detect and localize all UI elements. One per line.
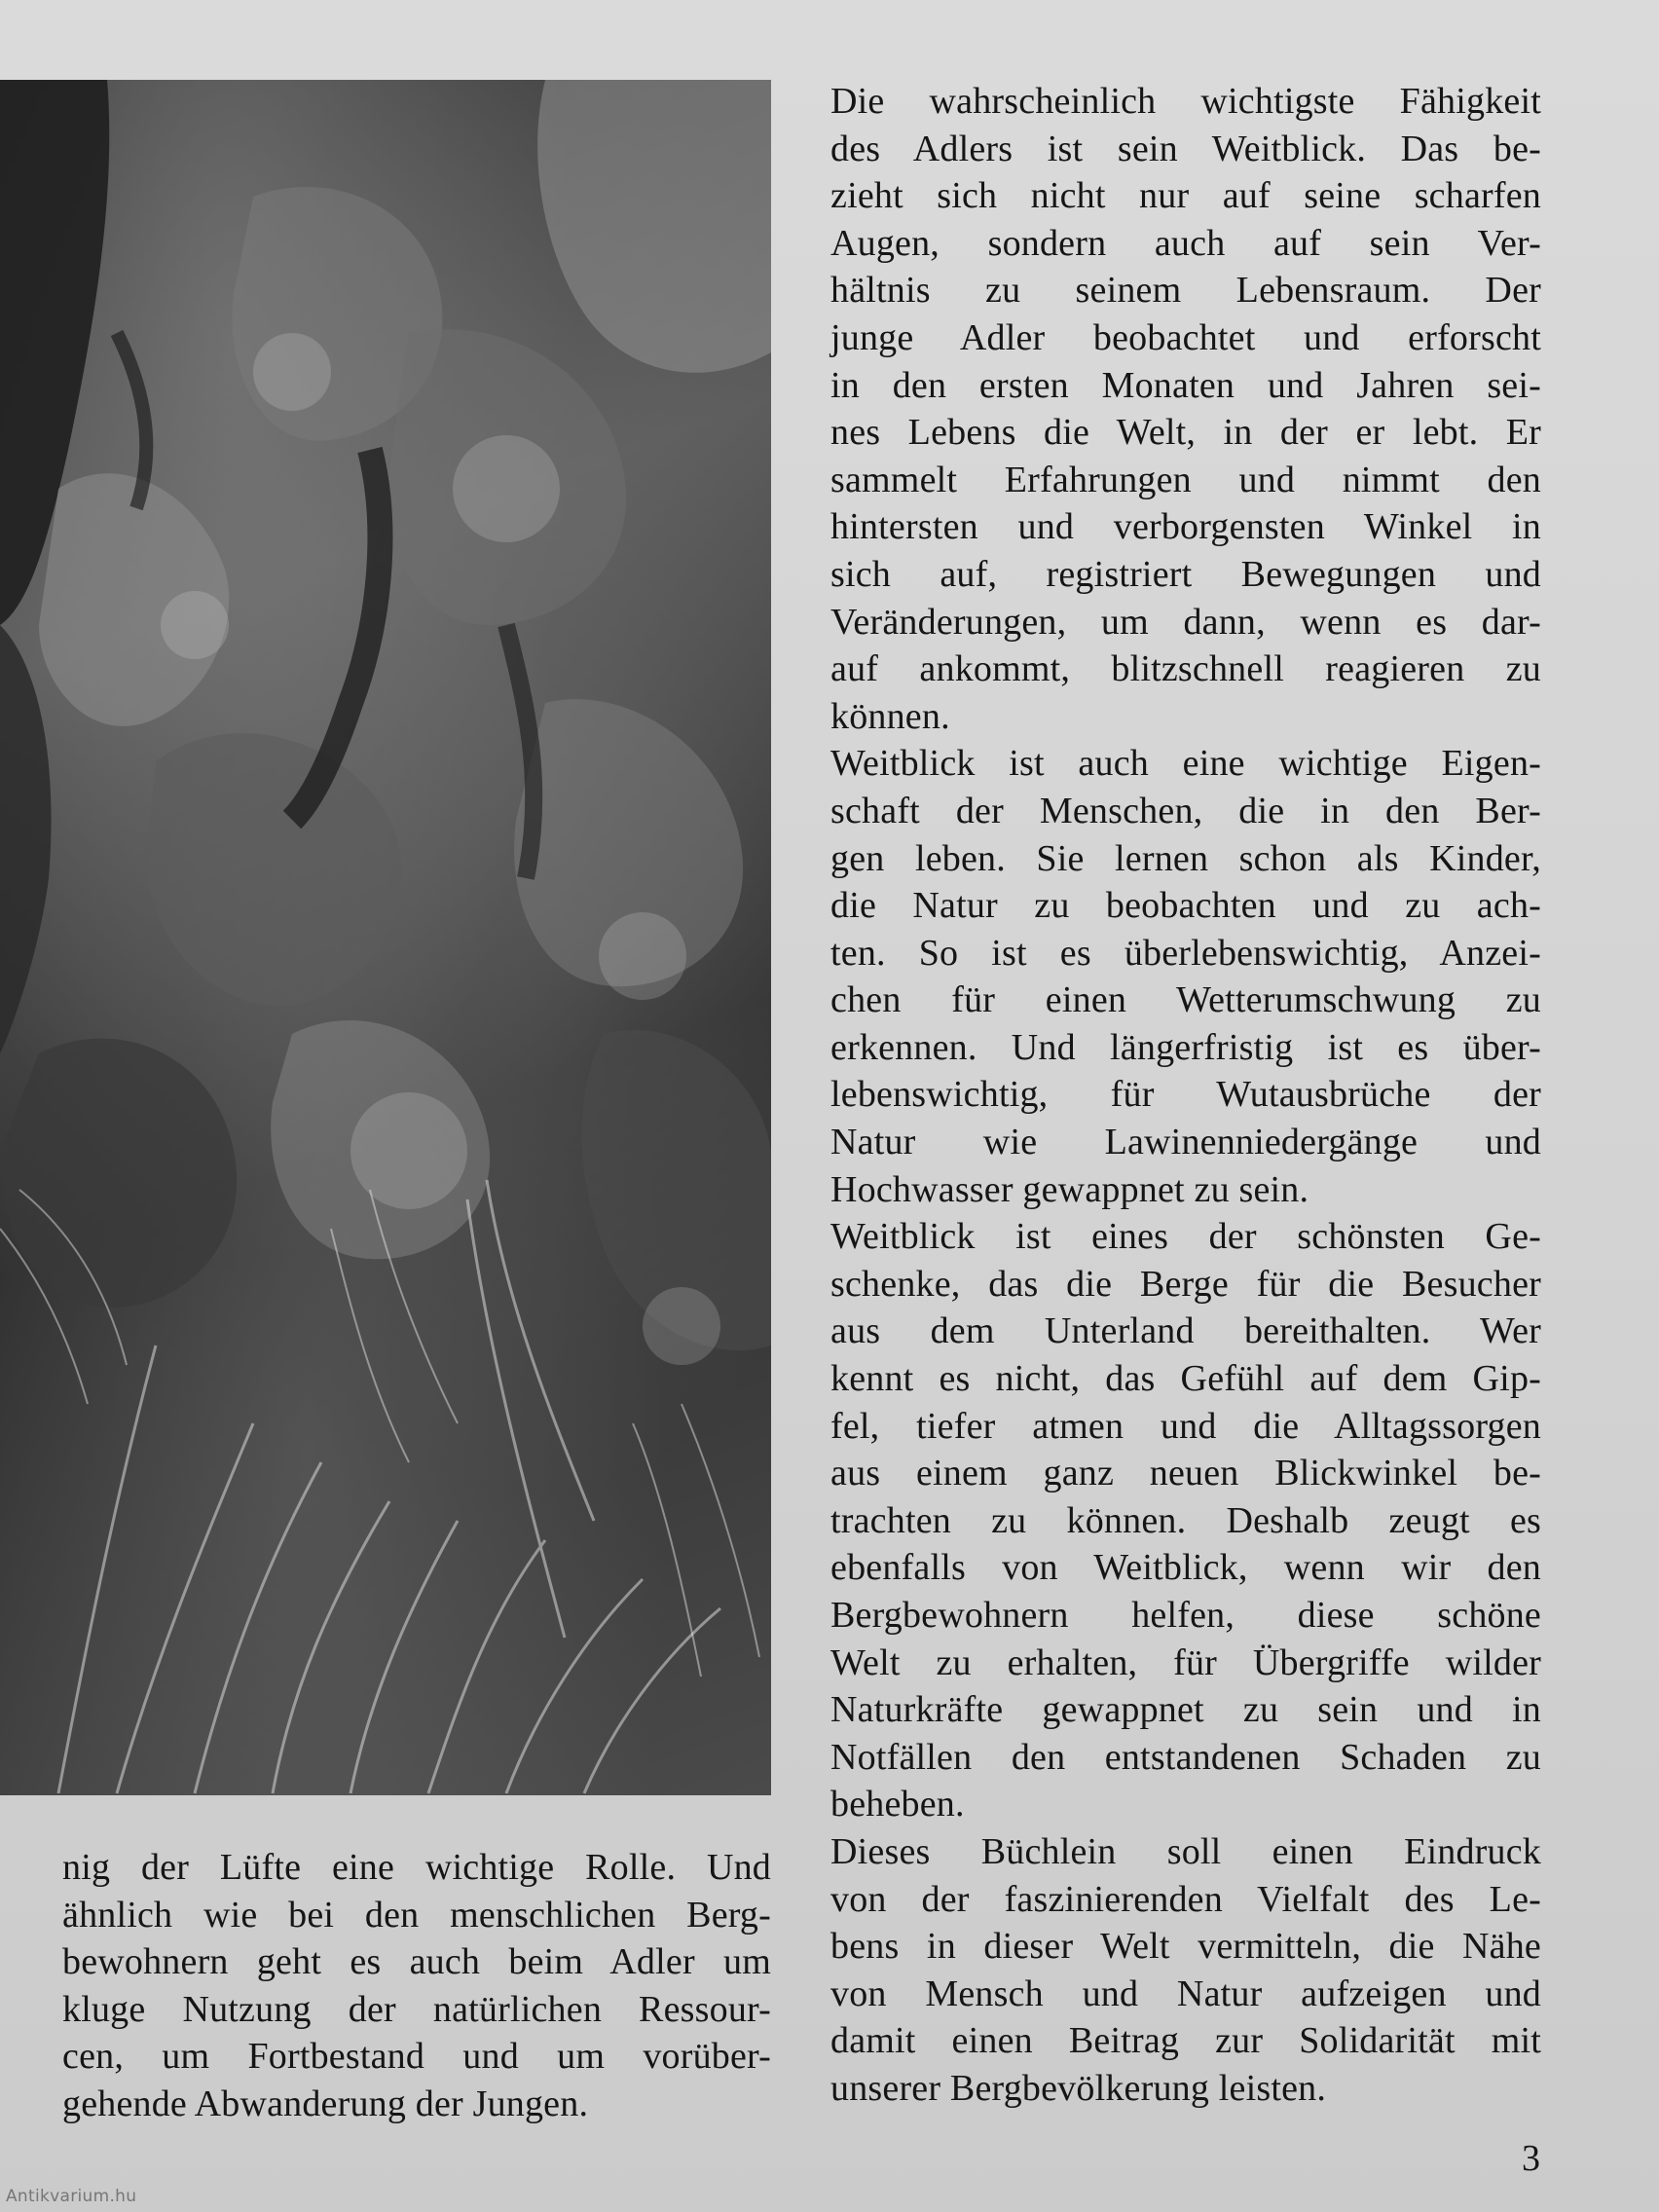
text-line: schenke, das die Berge für die Besucher bbox=[830, 1263, 1541, 1305]
text-line: Notfällen den entstandenen Schaden zu bbox=[830, 1736, 1541, 1778]
text-line: Dieses Büchlein soll einen Eindruck bbox=[830, 1830, 1541, 1872]
text-line: Welt zu erhalten, für Übergriffe wilder bbox=[830, 1641, 1541, 1683]
text-line: Natur wie Lawinenniedergänge und bbox=[830, 1122, 1541, 1163]
left-text-column bbox=[62, 1844, 771, 2128]
text-line: Weitblick ist auch eine wichtige Eigen- bbox=[830, 743, 1541, 785]
paragraph-2 bbox=[830, 740, 1541, 1213]
text-line: gen leben. Sie lernen schon als Kinder, bbox=[830, 837, 1541, 879]
text-line: cen, um Fortbestand und um vorüber- bbox=[62, 2036, 771, 2078]
text-line: hältnis zu seinem Lebensraum. Der bbox=[830, 270, 1541, 312]
text-line: auf ankommt, blitzschnell reagieren zu bbox=[830, 648, 1541, 690]
text-line: chen für einen Wetterumschwung zu bbox=[830, 979, 1541, 1021]
watermark: Antikvarium.hu bbox=[6, 2187, 137, 2206]
text-line: können. bbox=[830, 695, 950, 737]
text-line: Die wahrscheinlich wichtigste Fähigkeit bbox=[830, 81, 1541, 122]
text-line: sammelt Erfahrungen und nimmt den bbox=[830, 459, 1541, 500]
paragraph-4 bbox=[830, 1828, 1541, 2113]
text-line: lebenswichtig, für Wutausbrüche der bbox=[830, 1074, 1541, 1116]
rock-fern-photo bbox=[0, 80, 771, 1795]
text-line: nes Lebens die Welt, in der er lebt. Er bbox=[830, 412, 1541, 454]
text-line: ähnlich wie bei den menschlichen Berg- bbox=[62, 1894, 771, 1936]
right-text-column bbox=[830, 78, 1541, 2113]
text-line: des Adlers ist sein Weitblick. Das be- bbox=[830, 128, 1541, 169]
text-line: sich auf, registriert Bewegungen und bbox=[830, 553, 1541, 595]
text-line: trachten zu können. Deshalb zeugt es bbox=[830, 1499, 1541, 1541]
text-line: Hochwasser gewappnet zu sein. bbox=[830, 1168, 1309, 1210]
text-line: kennt es nicht, das Gefühl auf dem Gip- bbox=[830, 1358, 1541, 1400]
text-line: Veränderungen, um dann, wenn es dar- bbox=[830, 601, 1541, 643]
photo-texture bbox=[0, 80, 771, 1795]
text-line: in den ersten Monaten und Jahren sei- bbox=[830, 364, 1541, 406]
text-line: erkennen. Und längerfristig ist es über- bbox=[830, 1026, 1541, 1068]
text-line: kluge Nutzung der natürlichen Ressour- bbox=[62, 1988, 771, 2030]
text-line: gehende Abwanderung der Jungen. bbox=[62, 2083, 589, 2124]
text-line: aus einem ganz neuen Blickwinkel be- bbox=[830, 1453, 1541, 1494]
text-line: schaft der Menschen, die in den Ber- bbox=[830, 790, 1541, 831]
text-line: beheben. bbox=[830, 1784, 965, 1825]
text-line: junge Adler beobachtet und erforscht bbox=[830, 316, 1541, 358]
text-line: hintersten und verborgensten Winkel in bbox=[830, 506, 1541, 548]
text-line: Naturkräfte gewappnet zu sein und in bbox=[830, 1689, 1541, 1731]
text-line: Weitblick ist eines der schönsten Ge- bbox=[830, 1216, 1541, 1258]
text-line: aus dem Unterland bereithalten. Wer bbox=[830, 1310, 1541, 1352]
text-line: ebenfalls von Weitblick, wenn wir den bbox=[830, 1547, 1541, 1589]
text-line: nig der Lüfte eine wichtige Rolle. Und bbox=[62, 1847, 771, 1888]
text-line: zieht sich nicht nur auf seine scharfen bbox=[830, 175, 1541, 217]
text-line: fel, tiefer atmen und die Alltagssorgen bbox=[830, 1405, 1541, 1447]
page-number: 3 bbox=[1522, 2138, 1540, 2179]
text-line: damit einen Beitrag zur Solidarität mit bbox=[830, 2020, 1541, 2062]
text-line: Bergbewohnern helfen, diese schöne bbox=[830, 1595, 1541, 1636]
text-line: ten. So ist es überlebenswichtig, Anzei- bbox=[830, 932, 1541, 974]
text-line: unserer Bergbevölkerung leisten. bbox=[830, 2067, 1327, 2109]
text-line: Augen, sondern auch auf sein Ver- bbox=[830, 222, 1541, 264]
text-line: von Mensch und Natur aufzeigen und bbox=[830, 1972, 1541, 2014]
text-line: die Natur zu beobachten und zu ach- bbox=[830, 885, 1541, 927]
text-line: bens in dieser Welt vermitteln, die Nähe bbox=[830, 1926, 1541, 1968]
text-line: bewohnern geht es auch beim Adler um bbox=[62, 1941, 771, 1983]
paragraph-3 bbox=[830, 1213, 1541, 1828]
paragraph-1 bbox=[830, 78, 1541, 740]
text-line: von der faszinierenden Vielfalt des Le- bbox=[830, 1878, 1541, 1920]
